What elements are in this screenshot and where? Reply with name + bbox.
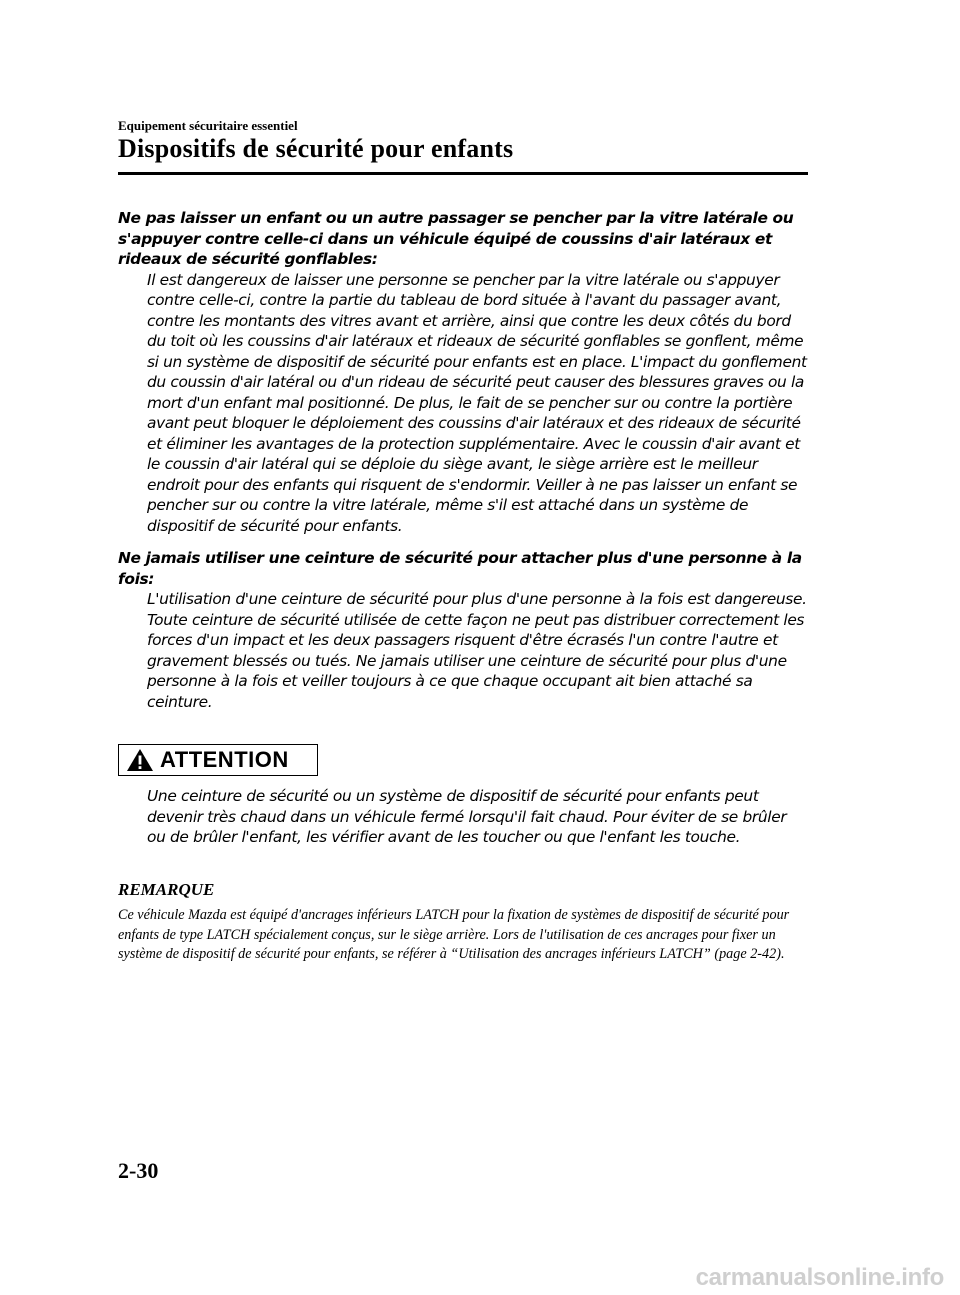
attention-banner <box>118 744 318 776</box>
warning-block <box>118 548 810 712</box>
title-divider <box>118 172 808 175</box>
warning-body: Il est dangereux de laisser une personne se pencher par la vitre latérale ou s'appuyer contre celle-ci, contre la partie du tableau de bord située à l'avant du passager avant, contre les montants des vitres avant et arrière, ainsi que contre les deux côtés du bord du toit où les coussins d'air latéraux et rideaux de sécurité gonflables se gonflent, même si un système de dispositif de sécurité pour enfants est en place. L'impact du gonflement du coussin d'air latéral ou d'un rideau de sécurité peut causer des blessures graves ou la mort d'un enfant mal positionné. De plus, le fait de se pencher sur ou contre la portière avant peut bloquer le déploiement des coussins d'air latéraux et des rideaux de sécurité et éliminer les avantages de la protection supplémentaire. Avec le coussin d'air avant et le coussin d'air latéral qui se déploie du siège avant, le siège arrière est le meilleur endroit pour des enfants qui risquent de s'endormir. Veiller à ne pas laisser un enfant se pencher sur ou contre la vitre latérale, même s'il est attaché dans un système de dispositif de sécurité pour enfants. <box>147 270 807 535</box>
warning-triangle-icon <box>126 748 154 772</box>
warning-heading: Ne jamais utiliser une ceinture de sécurité pour attacher plus d'une personne à la fois: <box>118 549 802 588</box>
section-label: Equipement sécuritaire essentiel <box>118 118 298 133</box>
attention-label: ATTENTION <box>160 747 289 772</box>
note-heading: REMARQUE <box>118 880 215 899</box>
warning-block <box>118 208 810 536</box>
note-text: Ce véhicule Mazda est équipé d'ancrages inférieurs LATCH pour la fixation de systèmes de dispositif de sécurité pour enfants de type LATCH spécialement conçus, sur le siège arrière. Lors de l'utilisation de ces ancrages pour fixer un système de dispositif de sécurité pour enfants, se référer à “Utilisation des ancrages inférieurs LATCH” (page 2-42). <box>118 907 790 963</box>
page-title: Dispositifs de sécurité pour enfants <box>118 134 514 163</box>
warning-heading: Ne pas laisser un enfant ou un autre passager se pencher par la vitre latérale ou s'appuyer contre celle-ci dans un véhicule équipé de coussins d'air latéraux et rideaux de sécurité gonflables: <box>118 209 794 268</box>
watermark: carmanualsonline.info <box>695 1264 944 1291</box>
warnings-content <box>118 208 810 724</box>
attention-text: Une ceinture de sécurité ou un système de dispositif de sécurité pour enfants peut devenir très chaud dans un véhicule fermé lorsqu'il fait chaud. Pour éviter de se brûler ou de brûler l'enfant, les vérifier avant de les toucher ou que l'enfant les touche. <box>147 787 787 846</box>
warning-body: L'utilisation d'une ceinture de sécurité pour plus d'une personne à la fois est dangereuse. Toute ceinture de sécurité utilisée de cette façon ne peut pas distribuer correctement les forces d'un impact et les deux passagers risquent d'être écrasés l'un contre l'autre et gravement blessés ou tués. Ne jamais utiliser une ceinture de sécurité pour plus d'une personne à la fois et veiller toujours à ce que chaque occupant ait bien attaché sa ceinture. <box>147 590 807 711</box>
page-number: 2-30 <box>118 1158 159 1183</box>
